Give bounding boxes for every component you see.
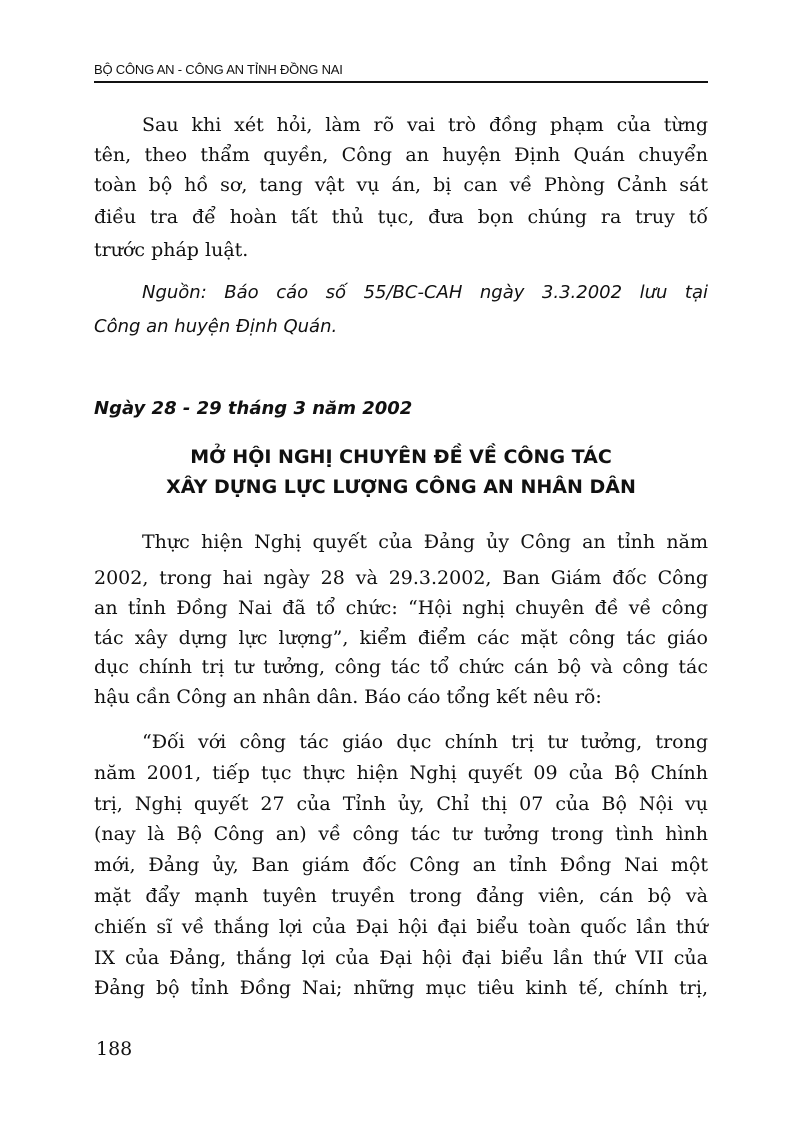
text-line: (nay là Bộ Công an) về công tác tư tưởng trong tình hình [94, 823, 708, 846]
date-heading: Ngày 28 - 29 tháng 3 năm 2002 [94, 398, 413, 419]
text-line: mới, Đảng ủy, Ban giám đốc Công an tỉnh Đồng Nai một [94, 854, 708, 877]
section-title-line: MỞ HỘI NGHỊ CHUYÊN ĐỀ VỀ CÔNG TÁC [190, 446, 612, 468]
header-rule [94, 81, 708, 83]
text-line: Thực hiện Nghị quyết của Đảng ủy Công an tỉnh năm [142, 531, 708, 553]
page-number: 188 [96, 1038, 133, 1060]
text-line: tên, theo thẩm quyền, Công an huyện Định Quán chuyển [94, 144, 708, 166]
text-line: Đảng bộ tỉnh Đồng Nai; những mục tiêu kinh tế, chính trị, [94, 977, 708, 1000]
text-line: chiến sĩ về thắng lợi của Đại hội đại biểu toàn quốc lần thứ [94, 915, 708, 938]
text-line: mặt đẩy mạnh tuyên truyền trong đảng viên, cán bộ và [94, 885, 708, 907]
text-line: hậu cần Công an nhân dân. Báo cáo tổng kết nêu rõ: [94, 686, 602, 708]
text-line: IX của Đảng, thắng lợi của Đại hội đại biểu lần thứ VII của [94, 946, 708, 969]
text-line: trị, Nghị quyết 27 của Tỉnh ủy, Chỉ thị 07 của Bộ Nội vụ [94, 792, 708, 815]
text-line: Sau khi xét hỏi, làm rõ vai trò đồng phạm của từng [142, 114, 708, 136]
text-line: trước pháp luật. [94, 239, 249, 261]
text-line: dục chính trị tư tưởng, công tác tổ chức cán bộ và công tác [94, 656, 708, 678]
text-line: an tỉnh Đồng Nai đã tổ chức: “Hội nghị chuyên đề về công [94, 597, 708, 619]
section-title-line: XÂY DỰNG LỰC LƯỢNG CÔNG AN NHÂN DÂN [166, 476, 636, 498]
text-line: 2002, trong hai ngày 28 và 29.3.2002, Ban Giám đốc Công [94, 567, 708, 589]
text-line: “Đối với công tác giáo dục chính trị tư tưởng, trong [142, 731, 708, 753]
text-line: Công an huyện Định Quán. [94, 316, 338, 337]
text-line: Nguồn: Báo cáo số 55/BC-CAH ngày 3.3.2002 lưu tại [142, 282, 708, 303]
text-line: toàn bộ hồ sơ, tang vật vụ án, bị can về Phòng Cảnh sát [94, 174, 708, 196]
text-line: tác xây dựng lực lượng”, kiểm điểm các mặt công tác giáo [94, 627, 708, 649]
text-line: điều tra để hoàn tất thủ tục, đưa bọn chúng ra truy tố [94, 206, 708, 228]
text-line: năm 2001, tiếp tục thực hiện Nghị quyết 09 của Bộ Chính [94, 761, 708, 784]
running-header: BỘ CÔNG AN - CÔNG AN TỈNH ĐỒNG NAI [94, 62, 343, 77]
